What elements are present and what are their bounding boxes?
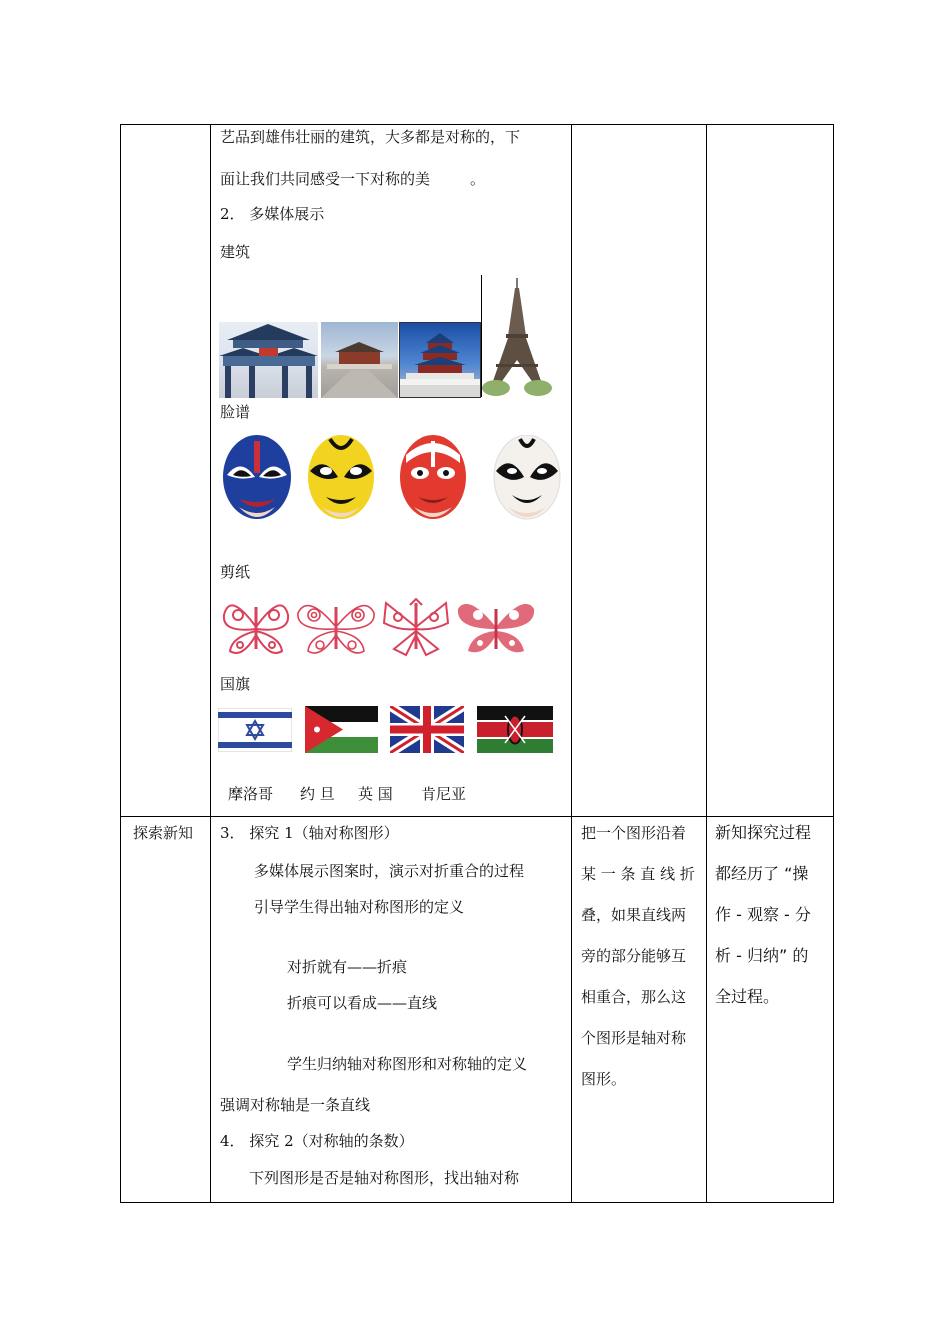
table-col-divider-1 <box>210 124 211 1203</box>
papercut-butterfly-3 <box>380 597 452 659</box>
step-2-heading: 2． 多媒体展示 <box>220 205 325 223</box>
definition-line: 叠，如果直线两 <box>581 906 687 924</box>
intro-line-2: 面让我们共同感受一下对称的美 <box>220 170 431 188</box>
definition-line: 个图形是轴对称 <box>581 1029 687 1047</box>
fold-line-1: 对折就有——折痕 <box>287 958 408 976</box>
papercut-butterfly-2 <box>294 597 378 659</box>
emphasis-line: 强调对称轴是一条直线 <box>220 1096 371 1114</box>
temple-of-heaven-photo <box>399 322 481 398</box>
forbidden-city-photo <box>321 322 398 398</box>
fold-line-2: 折痕可以看成——直线 <box>287 994 438 1012</box>
papercut-butterfly-4 <box>456 599 536 657</box>
table-border-top <box>120 124 834 125</box>
table-col-divider-2 <box>571 124 572 1203</box>
yellow-opera-mask <box>306 435 376 525</box>
table-border-right <box>833 124 834 1203</box>
flag-israel <box>218 708 292 752</box>
definition-line: 把一个图形沿着 <box>581 824 687 842</box>
step-3-heading: 3． 探究 1（轴对称图形） <box>220 824 399 842</box>
summary-line: 学生归纳轴对称图形和对称轴的定义 <box>287 1055 528 1073</box>
demo-line: 多媒体展示图案时，演示对折重合的过程 <box>254 862 525 880</box>
flag-jordan <box>305 706 378 753</box>
intro-line-2-period: 。 <box>470 170 486 188</box>
papercut-butterfly-1 <box>220 597 292 659</box>
intent-line: 新知探究过程 <box>715 823 812 842</box>
flag-united-kingdom <box>390 706 464 753</box>
flag-caption-morocco: 摩洛哥 <box>228 785 274 803</box>
table-col-divider-3 <box>706 124 707 1203</box>
definition-line: 某 一 条 直 线 折 <box>581 865 695 883</box>
intent-line: 都经历了 “操 <box>715 864 809 883</box>
flag-caption-uk: 英 国 <box>358 785 393 803</box>
definition-line: 相重合，那么这 <box>581 988 687 1006</box>
category-architecture: 建筑 <box>220 243 251 261</box>
step-4-heading: 4． 探究 2（对称轴的条数） <box>220 1132 414 1150</box>
red-opera-mask <box>398 435 468 525</box>
intent-line: 作 - 观察 - 分 <box>715 905 811 924</box>
stage-label: 探索新知 <box>133 824 194 842</box>
task-line: 下列图形是否是轴对称图形，找出轴对称 <box>249 1169 520 1187</box>
flag-caption-jordan: 约 旦 <box>300 785 335 803</box>
white-opera-mask <box>492 435 562 525</box>
category-papercut: 剪纸 <box>220 563 251 581</box>
flag-kenya <box>477 706 553 753</box>
intent-line: 析 - 归纳” 的 <box>715 946 809 965</box>
blue-opera-mask <box>221 435 293 525</box>
eiffel-tower-photo <box>482 276 552 398</box>
guide-line: 引导学生得出轴对称图形的定义 <box>254 898 465 916</box>
category-flags: 国旗 <box>220 675 251 693</box>
definition-line: 图形。 <box>581 1070 627 1088</box>
intent-line: 全过程。 <box>715 987 780 1006</box>
table-border-bottom <box>120 1202 834 1203</box>
category-masks: 脸谱 <box>220 403 251 421</box>
table-border-left <box>120 124 121 1203</box>
table-row-divider <box>120 816 834 817</box>
flag-caption-kenya: 肯尼亚 <box>421 785 467 803</box>
intro-line-1: 艺品到雄伟壮丽的建筑，大多都是对称的，下 <box>220 128 521 146</box>
archway-photo <box>219 322 318 398</box>
definition-line: 旁的部分能够互 <box>581 947 687 965</box>
